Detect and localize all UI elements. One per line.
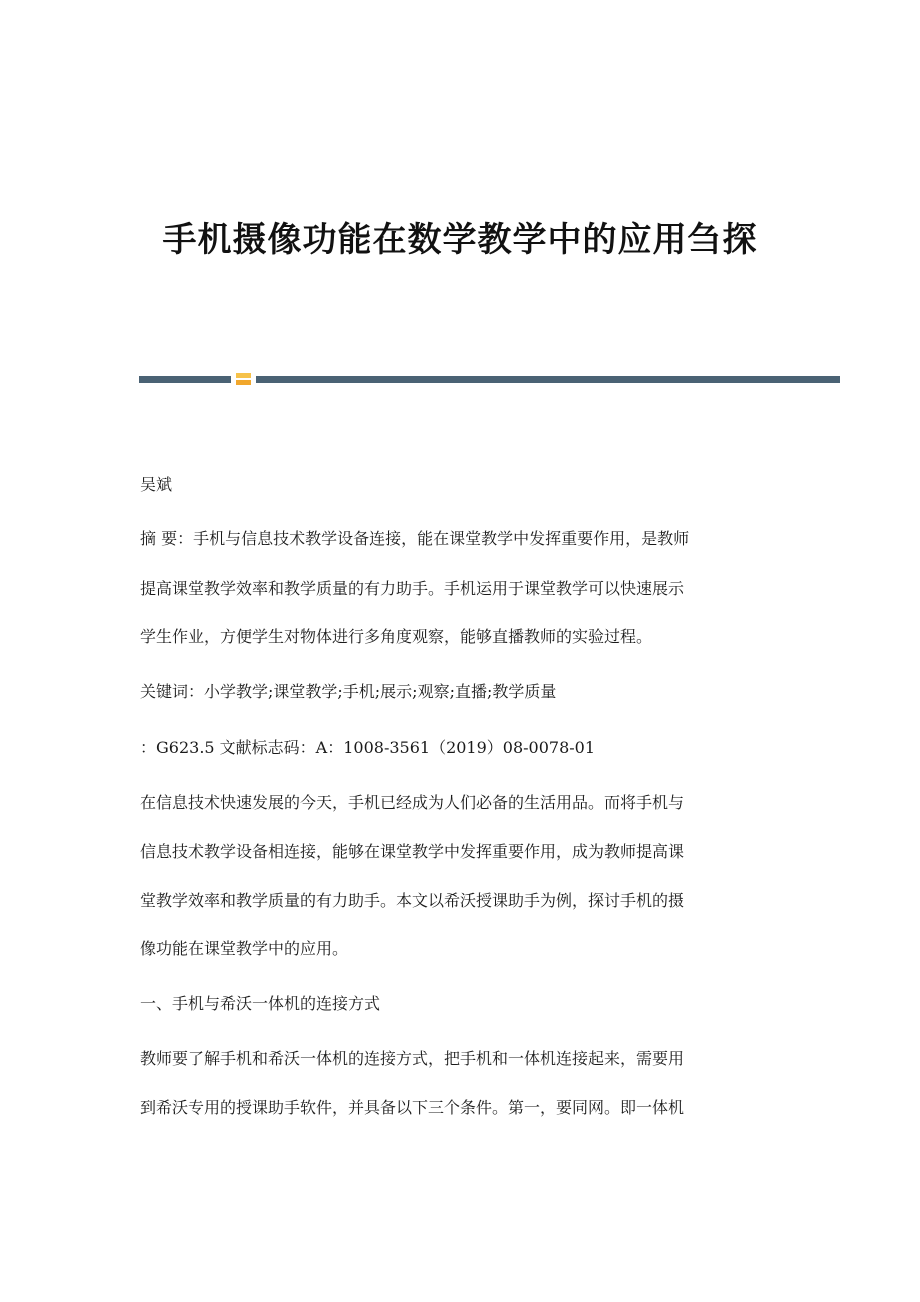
divider-ornament-icon	[236, 373, 251, 385]
section-line-1: 教师要了解手机和希沃一体机的连接方式，把手机和一体机连接起来，需要用	[140, 1049, 685, 1068]
intro-line-2: 信息技术教学设备相连接，能够在课堂教学中发挥重要作用，成为教师提高课	[140, 842, 685, 861]
intro-line-3: 堂教学效率和教学质量的有力助手。本文以希沃授课助手为例，探讨手机的摄	[140, 891, 685, 910]
classification-info: ：G623.5 文献标志码：A：1008-3561（2019）08-0078-01	[140, 738, 596, 757]
abstract-line-2: 提高课堂教学效率和教学质量的有力助手。手机运用于课堂教学可以快速展示	[140, 579, 685, 598]
abstract-line-3: 学生作业，方便学生对物体进行多角度观察，能够直播教师的实验过程。	[140, 627, 653, 646]
section-heading: 一、手机与希沃一体机的连接方式	[140, 994, 381, 1013]
document-title: 手机摄像功能在数学教学中的应用刍探	[162, 220, 758, 260]
intro-line-4: 像功能在课堂教学中的应用。	[140, 939, 349, 958]
abstract-line-1: 摘 要：手机与信息技术教学设备连接，能在课堂教学中发挥重要作用，是教师	[140, 529, 690, 548]
keywords: 关键词：小学教学;课堂教学;手机;展示;观察;直播;教学质量	[140, 682, 557, 701]
section-line-2: 到希沃专用的授课助手软件，并具备以下三个条件。第一，要同网。即一体机	[140, 1098, 685, 1117]
author-name: 吴斌	[140, 475, 173, 494]
intro-line-1: 在信息技术快速发展的今天，手机已经成为人们必备的生活用品。而将手机与	[140, 793, 685, 812]
divider-bar-right	[256, 376, 840, 383]
title-divider	[139, 372, 840, 386]
divider-bar-left	[139, 376, 231, 383]
